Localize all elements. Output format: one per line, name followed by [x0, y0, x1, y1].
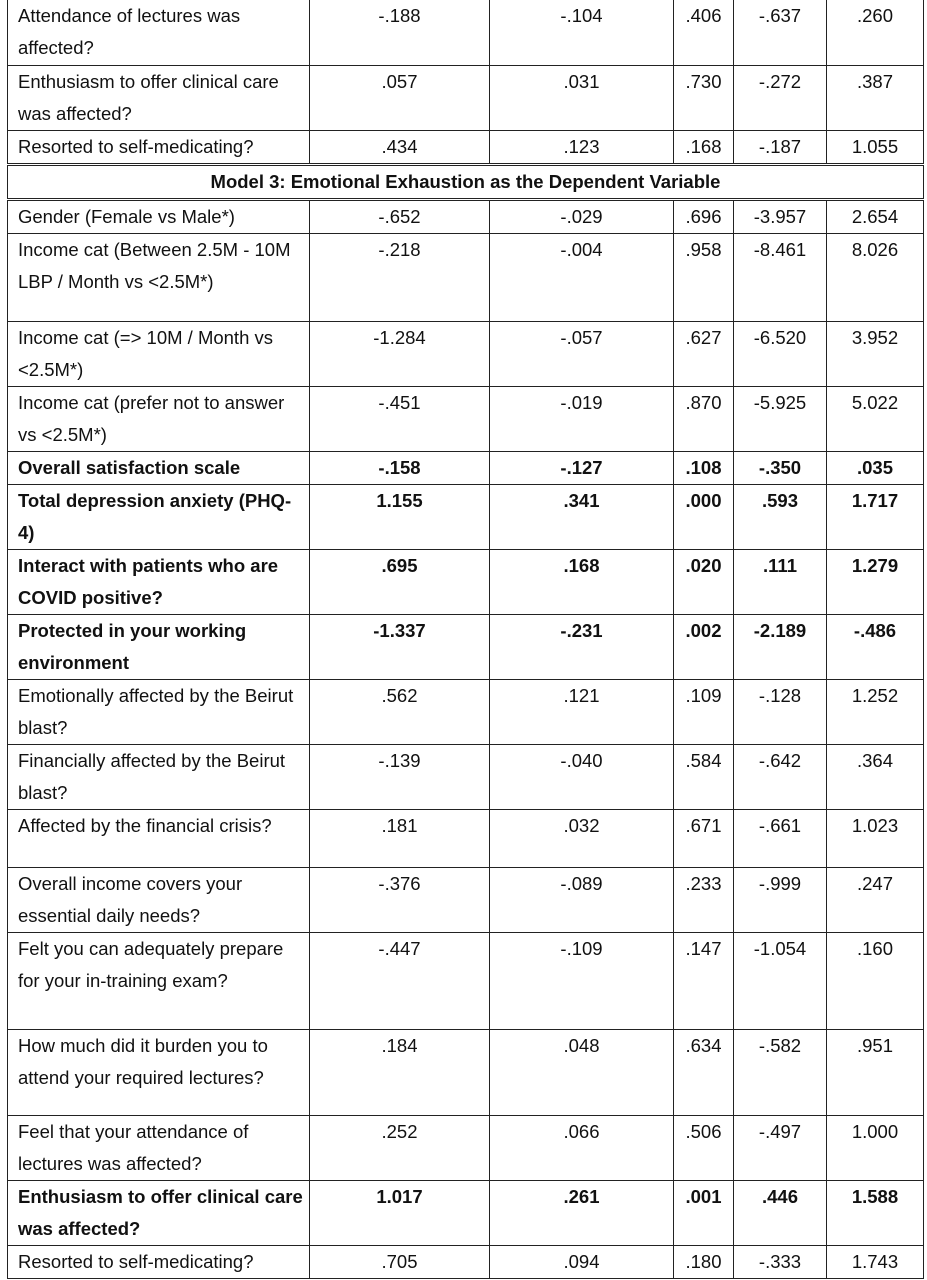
- ci-lower-value: -3.957: [734, 199, 827, 233]
- ci-lower-value: -.333: [734, 1245, 827, 1278]
- table-row: [8, 1245, 924, 1278]
- ci-upper-value: 2.654: [827, 199, 924, 233]
- table-row: [8, 130, 924, 164]
- table-row: [8, 614, 924, 679]
- table-row: [8, 484, 924, 549]
- regression-table: [7, 0, 924, 1279]
- beta-value: .341: [490, 484, 674, 549]
- beta-value: .094: [490, 1245, 674, 1278]
- ci-upper-value: 1.717: [827, 484, 924, 549]
- table-row: [8, 549, 924, 614]
- p-value: .001: [674, 1180, 734, 1245]
- variable-label: Income cat (prefer not to answer vs <2.5M*): [8, 386, 310, 451]
- variable-label: Interact with patients who are COVID positive?: [8, 549, 310, 614]
- variable-label: Felt you can adequately prepare for your in-training exam?: [8, 932, 310, 1029]
- beta-value: .066: [490, 1115, 674, 1180]
- table-row: [8, 932, 924, 1029]
- p-value: .584: [674, 744, 734, 809]
- ci-upper-value: .160: [827, 932, 924, 1029]
- table-row: [8, 451, 924, 484]
- variable-label: Protected in your working environment: [8, 614, 310, 679]
- b-value: -1.337: [310, 614, 490, 679]
- beta-value: -.231: [490, 614, 674, 679]
- b-value: 1.017: [310, 1180, 490, 1245]
- table-row: [8, 0, 924, 65]
- ci-lower-value: -.497: [734, 1115, 827, 1180]
- variable-label: Affected by the financial crisis?: [8, 809, 310, 867]
- ci-upper-value: 1.055: [827, 130, 924, 164]
- p-value: .020: [674, 549, 734, 614]
- ci-lower-value: -.128: [734, 679, 827, 744]
- p-value: .627: [674, 321, 734, 386]
- table-row: [8, 199, 924, 233]
- ci-lower-value: -.350: [734, 451, 827, 484]
- ci-upper-value: -.486: [827, 614, 924, 679]
- table-row: [8, 233, 924, 321]
- variable-label: Overall income covers your essential daily needs?: [8, 867, 310, 932]
- ci-lower-value: -.272: [734, 65, 827, 130]
- variable-label: Income cat (=> 10M / Month vs <2.5M*): [8, 321, 310, 386]
- b-value: .252: [310, 1115, 490, 1180]
- b-value: .562: [310, 679, 490, 744]
- beta-value: -.004: [490, 233, 674, 321]
- p-value: .671: [674, 809, 734, 867]
- beta-value: .168: [490, 549, 674, 614]
- p-value: .180: [674, 1245, 734, 1278]
- b-value: .184: [310, 1029, 490, 1115]
- b-value: -.139: [310, 744, 490, 809]
- table-row: [8, 321, 924, 386]
- regression-table-body: [8, 0, 924, 1278]
- ci-upper-value: 8.026: [827, 233, 924, 321]
- table-row: [8, 65, 924, 130]
- beta-value: -.104: [490, 0, 674, 65]
- ci-lower-value: -6.520: [734, 321, 827, 386]
- ci-upper-value: .951: [827, 1029, 924, 1115]
- table-row: [8, 1180, 924, 1245]
- ci-upper-value: .260: [827, 0, 924, 65]
- table-row: [8, 679, 924, 744]
- ci-lower-value: -.642: [734, 744, 827, 809]
- model-header: Model 3: Emotional Exhaustion as the Dependent Variable: [8, 164, 924, 199]
- variable-label: Attendance of lectures was affected?: [8, 0, 310, 65]
- beta-value: -.029: [490, 199, 674, 233]
- ci-lower-value: .446: [734, 1180, 827, 1245]
- b-value: 1.155: [310, 484, 490, 549]
- ci-upper-value: 1.023: [827, 809, 924, 867]
- b-value: -.158: [310, 451, 490, 484]
- ci-lower-value: .111: [734, 549, 827, 614]
- p-value: .000: [674, 484, 734, 549]
- table-row: [8, 1029, 924, 1115]
- p-value: .108: [674, 451, 734, 484]
- p-value: .147: [674, 932, 734, 1029]
- ci-lower-value: .593: [734, 484, 827, 549]
- ci-lower-value: -.661: [734, 809, 827, 867]
- ci-upper-value: .364: [827, 744, 924, 809]
- beta-value: -.057: [490, 321, 674, 386]
- ci-upper-value: 1.743: [827, 1245, 924, 1278]
- b-value: -.652: [310, 199, 490, 233]
- p-value: .109: [674, 679, 734, 744]
- variable-label: Financially affected by the Beirut blast?: [8, 744, 310, 809]
- beta-value: .032: [490, 809, 674, 867]
- variable-label: Income cat (Between 2.5M - 10M LBP / Month vs <2.5M*): [8, 233, 310, 321]
- table-row: [8, 744, 924, 809]
- ci-upper-value: 1.000: [827, 1115, 924, 1180]
- beta-value: -.019: [490, 386, 674, 451]
- beta-value: -.127: [490, 451, 674, 484]
- b-value: .057: [310, 65, 490, 130]
- variable-label: Gender (Female vs Male*): [8, 199, 310, 233]
- ci-upper-value: .035: [827, 451, 924, 484]
- p-value: .406: [674, 0, 734, 65]
- table-row: [8, 386, 924, 451]
- ci-lower-value: -.637: [734, 0, 827, 65]
- p-value: .870: [674, 386, 734, 451]
- b-value: .705: [310, 1245, 490, 1278]
- table-row: [8, 1115, 924, 1180]
- p-value: .730: [674, 65, 734, 130]
- ci-lower-value: -.999: [734, 867, 827, 932]
- ci-lower-value: -2.189: [734, 614, 827, 679]
- ci-upper-value: 5.022: [827, 386, 924, 451]
- variable-label: Overall satisfaction scale: [8, 451, 310, 484]
- p-value: .002: [674, 614, 734, 679]
- p-value: .168: [674, 130, 734, 164]
- b-value: -1.284: [310, 321, 490, 386]
- b-value: -.376: [310, 867, 490, 932]
- p-value: .634: [674, 1029, 734, 1115]
- ci-upper-value: 1.279: [827, 549, 924, 614]
- beta-value: .121: [490, 679, 674, 744]
- variable-label: Enthusiasm to offer clinical care was affected?: [8, 65, 310, 130]
- ci-upper-value: .247: [827, 867, 924, 932]
- beta-value: .123: [490, 130, 674, 164]
- beta-value: .261: [490, 1180, 674, 1245]
- model-header-row: [8, 164, 924, 199]
- b-value: .695: [310, 549, 490, 614]
- p-value: .506: [674, 1115, 734, 1180]
- ci-upper-value: 1.252: [827, 679, 924, 744]
- ci-upper-value: 1.588: [827, 1180, 924, 1245]
- beta-value: -.109: [490, 932, 674, 1029]
- table-row: [8, 809, 924, 867]
- ci-lower-value: -5.925: [734, 386, 827, 451]
- b-value: -.188: [310, 0, 490, 65]
- p-value: .958: [674, 233, 734, 321]
- b-value: -.451: [310, 386, 490, 451]
- table-row: [8, 867, 924, 932]
- beta-value: .048: [490, 1029, 674, 1115]
- beta-value: -.040: [490, 744, 674, 809]
- p-value: .233: [674, 867, 734, 932]
- variable-label: Enthusiasm to offer clinical care was affected?: [8, 1180, 310, 1245]
- b-value: -.218: [310, 233, 490, 321]
- b-value: .434: [310, 130, 490, 164]
- variable-label: Feel that your attendance of lectures was affected?: [8, 1115, 310, 1180]
- b-value: .181: [310, 809, 490, 867]
- ci-lower-value: -.582: [734, 1029, 827, 1115]
- b-value: -.447: [310, 932, 490, 1029]
- ci-lower-value: -.187: [734, 130, 827, 164]
- p-value: .696: [674, 199, 734, 233]
- variable-label: Total depression anxiety (PHQ-4): [8, 484, 310, 549]
- beta-value: .031: [490, 65, 674, 130]
- variable-label: How much did it burden you to attend your required lectures?: [8, 1029, 310, 1115]
- variable-label: Emotionally affected by the Beirut blast?: [8, 679, 310, 744]
- beta-value: -.089: [490, 867, 674, 932]
- ci-upper-value: .387: [827, 65, 924, 130]
- ci-lower-value: -8.461: [734, 233, 827, 321]
- ci-lower-value: -1.054: [734, 932, 827, 1029]
- variable-label: Resorted to self-medicating?: [8, 130, 310, 164]
- ci-upper-value: 3.952: [827, 321, 924, 386]
- variable-label: Resorted to self-medicating?: [8, 1245, 310, 1278]
